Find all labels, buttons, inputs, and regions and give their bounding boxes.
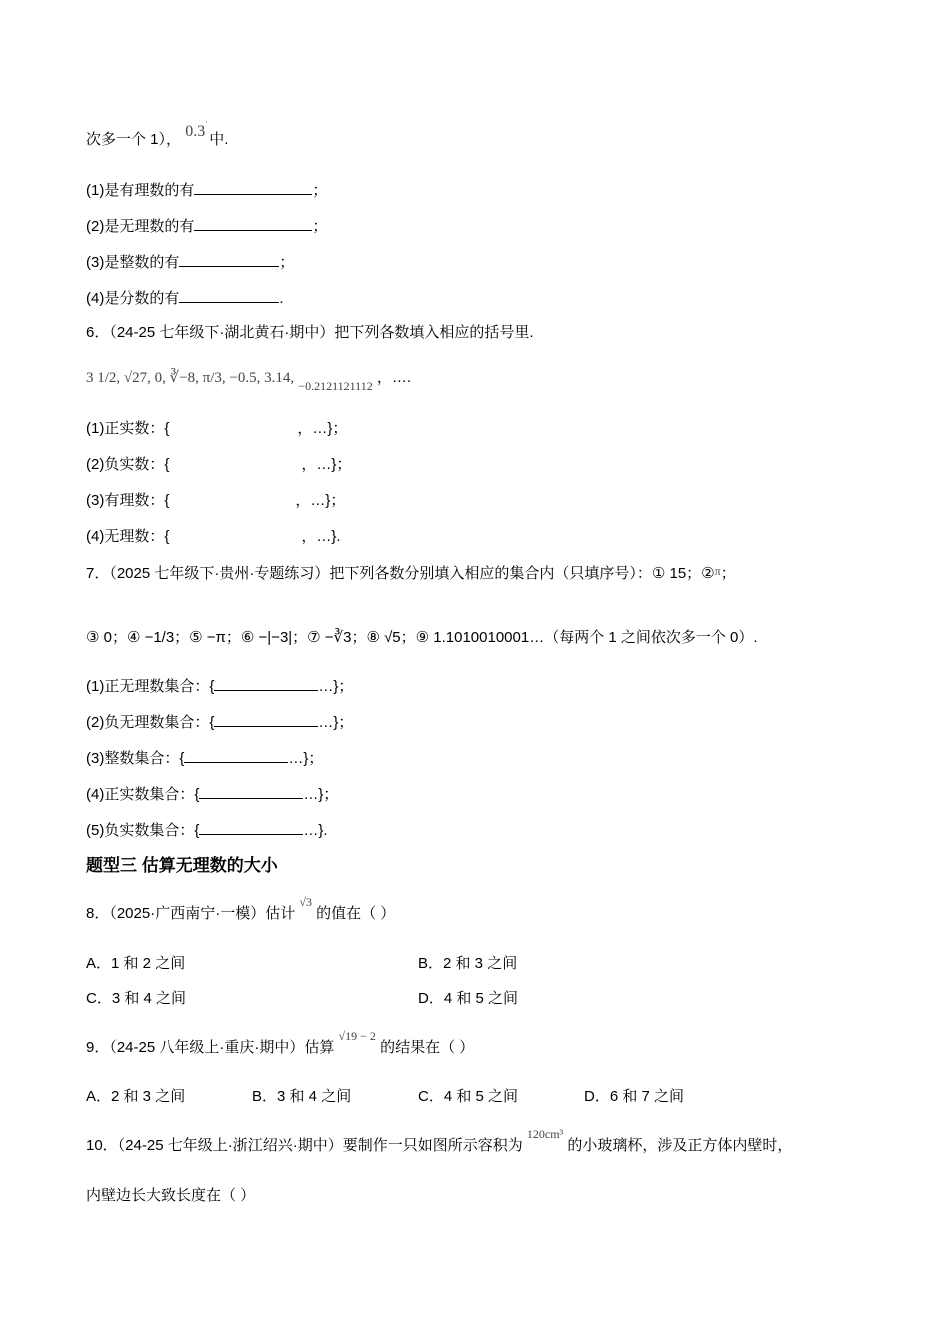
separator: .: [279, 290, 284, 307]
answer-blank[interactable]: [184, 748, 288, 763]
q7-item-2-label: (2)负无理数集合：{: [86, 714, 215, 731]
q7-item-1-label: (1)正无理数集合：{: [86, 678, 215, 695]
answer-blank[interactable]: [199, 784, 303, 799]
q9-title-end: 的结果在（ ）: [380, 1039, 475, 1056]
comma: ，: [297, 420, 313, 437]
repeat-dot: ·: [205, 118, 208, 127]
q5-item-4: [86, 288, 284, 309]
comma: ，: [295, 492, 311, 509]
answer-blank[interactable]: [214, 676, 318, 691]
answer-blank[interactable]: [179, 288, 279, 303]
q5-continuation: [86, 118, 229, 150]
pi-symbol: π: [714, 564, 721, 578]
q5-item-3: [86, 252, 294, 273]
q8-title: [86, 895, 396, 924]
set-close: …}；: [318, 678, 354, 695]
q10-volume: 120cm³: [526, 1127, 564, 1141]
q8-option-d[interactable]: D．4 和 5 之间: [418, 990, 519, 1007]
q5-item-1-label: (1)是有理数的有: [86, 182, 195, 199]
q6-number-last: −0.2121121112: [298, 379, 373, 393]
q10-title-text: 10．（24-25 七年级上·浙江绍兴·期中）要制作一只如图所示容积为: [86, 1137, 523, 1154]
q8-expression: √3: [299, 895, 312, 909]
answer-blank[interactable]: [194, 180, 312, 195]
continuation-end: 中.: [209, 131, 229, 148]
set-close: …}.: [316, 528, 341, 545]
repeating-decimal: [185, 118, 209, 140]
set-close: …}；: [310, 492, 346, 509]
set-close: …}；: [318, 714, 354, 731]
q7-item-5-label: (5)负实数集合：{: [86, 822, 200, 839]
q10-title: [86, 1127, 793, 1156]
comma: ，: [301, 456, 317, 473]
q7-title: [86, 564, 736, 584]
continuation-text: 次多一个 1），: [86, 131, 182, 148]
set-close: …}；: [288, 750, 324, 767]
q5-item-3-label: (3)是整数的有: [86, 254, 180, 271]
q6-item-1-label: (1)正实数：{: [86, 420, 170, 437]
answer-blank[interactable]: [179, 252, 279, 267]
q7-item-4-label: (4)正实数集合：{: [86, 786, 200, 803]
q7-item-3: [86, 748, 323, 769]
q8-option-a[interactable]: A．1 和 2 之间: [86, 955, 186, 972]
q7-title-text: 7．（2025 七年级下·贵州·专题练习）把下列各数分别填入相应的集合内（只填序号）：① 15；②: [86, 565, 715, 582]
set-close: …}.: [303, 822, 328, 839]
q7-item-1: [86, 676, 353, 697]
q8-title-end: 的值在（ ）: [316, 905, 396, 922]
q7-item-2: [86, 712, 353, 733]
q9-title: [86, 1029, 475, 1058]
q6-number-list: 3 1/2, √27, 0, ∛−8, π/3, −0.5, 3.14,: [86, 370, 295, 386]
q6-item-4: [86, 527, 341, 547]
q6-item-2-label: (2)负实数：{: [86, 456, 170, 473]
q6-item-3-label: (3)有理数：{: [86, 492, 170, 509]
q6-item-1: [86, 419, 347, 439]
q7-numbers: ③ 0；④ −1/3；⑤ −π；⑥ −|−3|；⑦ −∛3；⑧ √5；⑨ 1.1010010001…（每两个 1 之间依次多一个 0）.: [86, 629, 758, 646]
q6-tail: ，….: [376, 369, 412, 386]
comma: ，: [301, 528, 317, 545]
q6-title: 6．（24-25 七年级下·湖北黄石·期中）把下列各数填入相应的括号里.: [86, 324, 534, 341]
q8-option-b[interactable]: B．2 和 3 之间: [418, 955, 518, 972]
q7-item-5: [86, 820, 328, 841]
q9-option-b[interactable]: B．3 和 4 之间: [252, 1088, 352, 1105]
q9-option-c[interactable]: C．4 和 5 之间: [418, 1088, 519, 1105]
separator: ；: [312, 182, 328, 199]
q7-item-3-label: (3)整数集合：{: [86, 750, 185, 767]
answer-blank[interactable]: [199, 820, 303, 835]
q10-title-end: 的小玻璃杯，涉及正方体内壁时，: [567, 1137, 793, 1154]
q7-item-4: [86, 784, 338, 805]
decimal-value: 0.3: [185, 123, 206, 140]
section-title: 题型三 估算无理数的大小: [86, 856, 278, 875]
q6-item-4-label: (4)无理数：{: [86, 528, 170, 545]
q10-title-line2: 内壁边长大致长度在（ ）: [86, 1187, 256, 1204]
q8-title-text: 8．（2025·广西南宁·一模）估计: [86, 905, 296, 922]
q6-numbers: [86, 368, 412, 393]
separator: ；: [279, 254, 295, 271]
q5-item-2-label: (2)是无理数的有: [86, 218, 195, 235]
q9-title-text: 9．（24-25 八年级上·重庆·期中）估算: [86, 1039, 335, 1056]
separator: ；: [720, 565, 736, 582]
q5-item-2: [86, 216, 327, 237]
q9-expression: √19 − 2: [338, 1029, 376, 1043]
separator: ；: [312, 218, 328, 235]
q6-item-2: [86, 455, 351, 475]
q5-item-4-label: (4)是分数的有: [86, 290, 180, 307]
q8-option-c[interactable]: C．3 和 4 之间: [86, 990, 187, 1007]
q6-item-3: [86, 491, 345, 511]
q9-option-d[interactable]: D．6 和 7 之间: [584, 1088, 685, 1105]
q9-option-a[interactable]: A．2 和 3 之间: [86, 1088, 186, 1105]
q5-item-1: [86, 180, 327, 201]
answer-blank[interactable]: [194, 216, 312, 231]
set-close: …}；: [316, 456, 352, 473]
set-close: …}；: [303, 786, 339, 803]
answer-blank[interactable]: [214, 712, 318, 727]
set-close: …}；: [312, 420, 348, 437]
